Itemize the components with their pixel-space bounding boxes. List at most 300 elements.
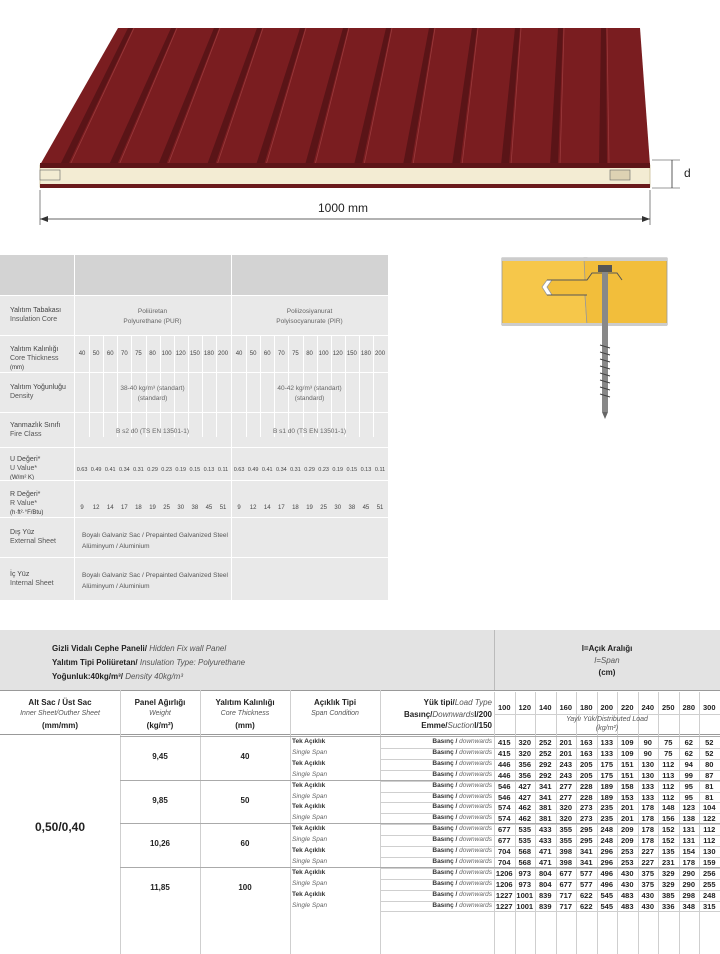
load-cell: 130 [702,847,716,856]
load-cell: 839 [538,890,552,900]
load-type-en: downwards [457,803,492,811]
load-cell: 320 [518,738,531,747]
load-type-label [380,738,492,745]
spec-row-divider [0,447,388,448]
load-cell: 315 [702,901,716,911]
sheet-value: 0,50/0,40 [34,820,86,834]
load-cell: 209 [620,836,634,846]
load-cell: 483 [620,901,634,911]
group-divider [120,780,720,781]
u-value-cell: 0.31 [133,467,144,473]
load-type-en: downwards [457,781,492,789]
load-cell: 336 [661,901,675,911]
load-cell: 94 [684,759,693,769]
load-cell: 175 [600,759,613,769]
load-cell: 163 [579,738,593,747]
load-cell: 341 [538,792,552,802]
span-header-underline [494,714,720,715]
load-type-en: downwards [457,825,492,833]
load-cell: 277 [559,792,572,802]
load-type-tr: Basınç / [432,803,458,811]
spec-row-label-tr: Yalıtım Kalınlığı [10,345,59,353]
r-value-cell: 17 [278,505,285,511]
thickness-cell: 40 [235,351,243,357]
r-value-cell: 30 [334,505,342,511]
load-type-label [380,749,492,756]
load-cell: 348 [682,901,695,911]
u-value-cell: 0.49 [247,467,259,473]
col-sheet-tr: Alt Sac / Üst Sac [28,698,92,707]
load-cell: 290 [682,879,695,889]
load-type-tr: Basınç / [432,759,458,767]
load-type-en: downwards [457,836,492,844]
col-load-tr: Yük tipi/ [423,698,455,707]
spec-row-label-tr: Dış Yüz [10,529,35,536]
col-press-l: l/200 [474,710,492,719]
r-value-cell: 14 [263,505,271,511]
spec-row-label-en: Core Thickness [10,354,59,362]
r-value-cell: 38 [191,505,199,511]
spec-row-label [10,528,56,546]
span-type-tr: Tek Açıklık [292,825,326,833]
thickness-cell: 200 [375,351,386,357]
r-value-cell: 12 [249,505,257,511]
u-value-cell: 0.13 [203,467,215,473]
load-cell: 375 [641,868,654,878]
load-cell: 341 [538,781,552,791]
spec-row-divider [0,517,388,518]
load-cell: 433 [538,825,552,835]
col-suction-en: Suction [447,721,475,730]
density-pur: 38-40 kg/m³ (standart) [120,385,185,392]
load-cell: 546 [497,792,511,802]
load-cell: 1206 [495,868,513,878]
thickness-cell: 50 [92,351,100,357]
load-type-label [380,825,492,832]
r-value-cell: 12 [92,505,100,511]
spec-row-label-en: Fire Class [10,430,42,438]
u-value-cell: 0.19 [175,467,187,473]
load-cell: 201 [620,814,634,824]
load-insulation-tr: Yalıtım Tipi Poliüretan/ [52,658,138,667]
span-type-tr: Tek Açıklık [292,738,326,745]
load-cell: 381 [538,814,552,824]
load-cell: 295 [579,825,593,835]
load-cell: 577 [579,879,593,889]
r-value-cell: 9 [80,505,84,511]
load-cell: 622 [579,901,593,911]
group-weight: 10,26 [149,839,171,849]
load-density-tr: Yoğunluk:40kg/m³/ [52,672,123,681]
load-type-label [380,803,492,810]
u-value-cell: 0.23 [318,467,329,473]
load-cell: 123 [682,803,695,813]
hidden-fix-screw-detail [492,255,670,420]
load-cell: 81 [705,781,714,791]
load-cell: 329 [661,868,675,878]
load-cell: 717 [559,890,572,900]
load-type-label [380,880,492,887]
u-value-cell: 0.13 [360,467,372,473]
load-cell: 81 [705,792,714,802]
thickness-cell: 100 [161,351,172,357]
col-press-tr: Basınç/ [403,710,433,719]
load-cell: 163 [579,748,593,758]
load-cell: 430 [641,901,654,911]
load-cell: 133 [641,781,654,791]
r-value-cell: 18 [292,505,299,511]
u-value-cell: 0.29 [147,467,158,473]
load-cell: 427 [518,792,531,802]
u-value-cell: 0.11 [374,467,386,473]
load-type-label [380,836,492,843]
load-type-label [380,782,492,789]
load-cell: 253 [620,847,634,856]
r-value-cell: 17 [121,505,128,511]
spec-row-label-en: Insulation Core [10,316,58,323]
load-cell: 133 [600,748,613,758]
col-weight-tr: Panel Ağırlığı [134,698,186,707]
dist-load: Yaylı Yük/Distributed Load [566,716,648,723]
load-cell: 109 [620,748,634,758]
load-cell: 496 [600,868,613,878]
thickness-cell: 150 [189,351,200,357]
spec-row-label-en: R Value* [10,499,38,507]
load-cell: 138 [682,814,695,824]
spec-header-band [0,255,388,295]
panel-bottom-sheet [40,184,650,188]
load-type-en: downwards [457,814,492,822]
r-value-cell: 19 [149,505,156,511]
load-cell: 209 [620,825,634,835]
body-col-divider [290,690,291,954]
load-cell: 546 [497,781,511,791]
span-title-en: l=Span [594,656,620,665]
load-type-tr: Basınç / [432,836,458,844]
span-type-en: Single Span [292,814,328,822]
u-value-cell: 0.63 [233,467,245,473]
load-type-en: downwards [457,890,492,898]
group-core: 50 [240,795,250,805]
load-cell: 375 [641,879,654,889]
header-bottom-line [0,690,720,691]
spec-row-label-tr: Yalıtım Yoğunluğu [10,384,66,391]
thickness-cell: 70 [121,351,128,357]
load-cell: 296 [600,847,613,856]
load-cell: 398 [559,857,572,867]
spec-row-label-en: Density [10,393,34,400]
load-cell: 178 [641,803,654,813]
load-cell: 341 [579,847,593,856]
span-header-cell: 280 [682,703,695,712]
col-load-type [380,698,492,707]
panel-front-sheet [40,163,650,168]
spec-row-label-en: Internal Sheet [10,579,54,587]
load-cell: 135 [661,847,675,856]
span-type-tr: Tek Açıklık [292,803,326,811]
load-type-tr: Basınç / [432,792,458,800]
load-cell: 248 [600,836,613,846]
load-cell: 433 [538,836,552,846]
load-type-en: downwards [457,847,492,854]
spec-row-unit: (W/m² K) [10,474,34,481]
span-header-cell: 100 [497,703,511,712]
load-type-label [380,891,492,898]
load-cell: 356 [518,759,531,769]
load-cell: 52 [705,748,714,758]
u-value-cell: 0.41 [261,467,273,473]
u-value-cell: 0.49 [90,467,102,473]
load-cell: 356 [518,770,531,780]
row-divider [380,911,720,912]
load-type-tr: Basınç / [432,890,458,898]
load-cell: 148 [661,803,675,813]
load-cell: 133 [641,792,654,802]
r-value-cell: 19 [306,505,313,511]
span-type-en: Single Span [292,901,328,909]
load-cell: 568 [518,847,531,856]
thickness-cell: 100 [318,351,329,357]
load-cell: 255 [702,879,716,889]
col-core-en: Core Thickness [220,710,270,717]
thickness-cell: 60 [106,351,114,357]
span-type-tr: Tek Açıklık [292,759,326,767]
load-cell: 677 [559,868,572,878]
group-weight: 9,85 [152,795,168,805]
spec-row-divider [0,295,388,296]
u-value-cell: 0.15 [346,467,358,473]
load-type-en: downwards [457,868,492,876]
span-type-en: Single Span [292,770,328,778]
load-type-tr: Basınç / [432,825,458,833]
load-cell: 75 [664,738,673,747]
group-core: 60 [240,839,250,849]
load-cell: 227 [641,847,654,856]
load-cell: 273 [579,803,593,813]
load-type-en: downwards [457,738,492,745]
load-cell: 1001 [516,901,534,911]
load-cell: 415 [497,748,511,758]
spec-row-label [10,345,59,373]
width-arrow-left [40,216,48,222]
load-cell: 243 [559,770,572,780]
load-cell: 290 [682,868,695,878]
load-cell: 122 [702,814,716,824]
load-insulation-en: Insulation Type: Polyurethane [137,658,246,667]
load-cell: 227 [641,857,654,867]
pir-header-en: Polyisocyanurate (PIR) [276,318,343,325]
load-cell: 112 [662,759,675,769]
load-cell: 156 [661,814,675,824]
span-type-tr: Tek Açıklık [292,781,326,789]
spec-row-label-tr: Yalıtım Tabakası [10,307,62,314]
load-cell: 535 [518,836,531,846]
load-cell: 804 [538,879,552,889]
internal-sheet-line1: Boyalı Galvaniz Sac / Prepainted Galvanized Steel [82,572,228,579]
load-type-tr: Basınç / [432,868,458,876]
load-cell: 320 [518,748,531,758]
thickness-cell: 180 [360,351,371,357]
load-cell: 178 [641,825,654,835]
fire-pir: B s1 d0 (TS EN 13501-1) [273,428,346,435]
spec-row-unit: (mm) [10,364,24,371]
r-value-cell: 14 [106,505,114,511]
density-pir: 40-42 kg/m³ (standart) [277,385,342,392]
r-value-cell: 30 [177,505,185,511]
load-cell: 62 [684,738,693,747]
u-value-cell: 0.23 [161,467,172,473]
load-cell: 130 [641,759,654,769]
r-value-cell: 51 [219,505,227,511]
load-cell: 75 [664,748,673,758]
load-cell: 1001 [516,890,534,900]
span-type-tr: Tek Açıklık [292,847,326,854]
span-header-cell: 300 [702,703,716,712]
spec-row-divider [0,557,388,558]
group-weight: 9,45 [152,752,168,761]
pur-header-en: Polyurethane (PUR) [123,318,182,325]
spec-row-label-tr: Yanmazlık Sınıfı [10,421,61,429]
load-cell: 178 [682,857,695,867]
load-cell: 577 [579,868,593,878]
load-cell: 545 [600,890,613,900]
load-cell: 273 [579,814,593,824]
external-sheet-line2: Alüminyum / Aluminium [82,543,150,550]
load-cell: 385 [661,890,675,900]
thickness-cell: 60 [263,351,271,357]
load-cell: 90 [643,748,652,758]
load-cell: 112 [703,836,716,846]
load-density-en: Density 40kg/m³ [122,672,183,681]
thickness-cell: 200 [218,351,229,357]
outer-sheet [502,258,667,261]
col-press-en: Downwards [432,710,475,719]
u-value-cell: 0.41 [104,467,116,473]
load-cell: 133 [600,738,613,747]
load-cell: 109 [620,738,634,747]
col-sheet-en: Inner Sheet/Outher Sheet [20,710,100,717]
load-type-label [380,847,492,854]
span-type-tr: Tek Açıklık [292,868,326,876]
col-load-en: Load Type [454,698,492,707]
load-cell: 622 [579,890,593,900]
spec-row-label [10,490,43,518]
inner-sheet [502,323,667,326]
load-cell: 355 [559,836,572,846]
screw-tip [602,412,608,419]
load-type-label [380,793,492,800]
group-weight: 11,85 [150,882,170,892]
r-value-cell: 25 [163,505,170,511]
screw-shank [602,272,608,412]
load-type-tr: Basınç / [432,770,458,778]
load-cell: 574 [497,814,511,824]
r-value-cell: 51 [376,505,384,511]
group-core: 100 [238,882,252,892]
load-cell: 104 [702,803,716,813]
spec-row-unit: (h·ft²·°F/Btu) [10,509,44,516]
load-cell: 178 [641,836,654,846]
load-type-tr: Basınç / [432,879,458,887]
load-cell: 296 [600,857,613,867]
r-value-cell: 45 [362,505,370,511]
load-type-en: downwards [457,901,492,909]
col-core-tr: Yalıtım Kalınlığı [215,698,275,707]
body-col-divider [380,690,381,954]
load-cell: 483 [620,890,634,900]
load-cell: 253 [620,857,634,867]
span-type-en: Single Span [292,836,328,844]
load-cell: 545 [600,901,613,911]
header-split-line [0,734,720,735]
density-pur-en: (standard) [137,395,168,402]
span-header-cell: 120 [518,703,531,712]
load-cell: 99 [684,770,693,780]
spec-row-label-tr: İç Yüz [10,570,30,578]
load-cell: 159 [702,857,716,867]
load-type-en: downwards [457,857,492,865]
load-cell: 471 [538,857,552,867]
load-cell: 175 [600,770,613,780]
load-type-label [380,858,492,865]
panel-tongue [40,170,60,180]
thickness-cell: 180 [203,351,214,357]
span-header-cell: 250 [661,703,675,712]
panel-width-label: 1000 mm [318,201,369,215]
load-cell: 243 [559,759,572,769]
screw-head [598,265,612,272]
load-cell: 231 [661,857,675,867]
load-cell: 154 [682,847,695,856]
load-cell: 205 [579,759,593,769]
spec-row-label-en: External Sheet [10,538,56,545]
load-type-label [380,902,492,909]
load-cell: 112 [703,825,716,835]
load-title-en: Hidden Fix wall Panel [147,644,227,653]
load-cell: 201 [620,803,634,813]
panel-groove [610,170,630,180]
load-cell: 568 [518,857,531,867]
load-cell: 292 [538,759,552,769]
col-suction-tr: Emme/ [421,721,448,730]
span-header-cell: 140 [538,703,552,712]
load-cell: 228 [579,792,593,802]
body-col-divider [120,690,121,954]
load-cell: 381 [538,803,552,813]
load-cell: 677 [497,836,511,846]
spec-table [0,255,388,600]
load-cell: 973 [518,879,531,889]
load-cell: 52 [705,738,714,747]
span-header-cell: 200 [600,703,613,712]
load-cell: 1227 [495,901,513,911]
spec-row-label [10,306,61,324]
load-cell: 329 [661,879,675,889]
load-cell: 189 [600,792,613,802]
load-cell: 292 [538,770,552,780]
span-header-cell: 220 [620,703,634,712]
load-density [52,672,183,681]
dist-unit: (kg/m²) [595,725,619,732]
load-cell: 87 [705,770,714,780]
load-cell: 95 [684,792,693,802]
load-cell: 677 [497,825,511,835]
load-cell: 62 [684,748,693,758]
load-type-label [380,869,492,876]
pur-header-tr: Poliüretan [137,308,168,315]
group-core: 40 [240,752,250,761]
load-cell: 427 [518,781,531,791]
